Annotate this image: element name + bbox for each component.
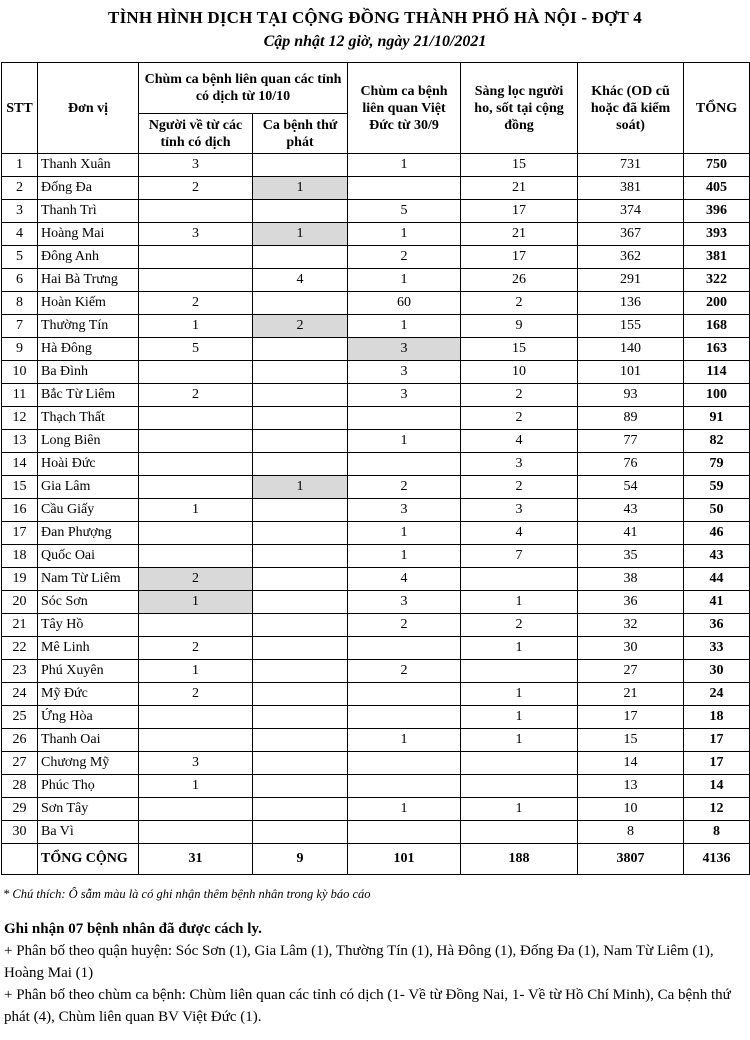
stt-cell: 18 [2,545,38,568]
district-name: Nam Từ Liêm [38,568,139,591]
screening-cell: 15 [461,338,578,361]
header-don-vi: Đơn vị [38,63,139,154]
screening-cell: 15 [461,154,578,177]
other-cell: 35 [578,545,684,568]
district-name: Thanh Xuân [38,154,139,177]
viet-duc-cell: 3 [348,499,461,522]
report-title: TÌNH HÌNH DỊCH TẠI CỘNG ĐỒNG THÀNH PHỐ HÀ NỘI - ĐỢT 4 [108,8,642,27]
table-row [2,384,750,407]
viet-duc-cell: 3 [348,338,461,361]
footer-heading: Ghi nhận 07 bệnh nhân đã được cách ly. [4,921,262,937]
stt-cell: 5 [2,246,38,269]
other-cell: 10 [578,798,684,821]
district-name: Phúc Thọ [38,775,139,798]
returnees-cell: 3 [139,223,253,246]
header-secondary: Ca bệnh thứ phát [253,114,348,154]
district-name: Mê Linh [38,637,139,660]
returnees-cell [139,706,253,729]
totals-other: 3807 [578,844,684,875]
total-cell: 381 [684,246,750,269]
secondary-cell [253,706,348,729]
viet-duc-cell: 1 [348,798,461,821]
secondary-cell [253,775,348,798]
returnees-cell [139,522,253,545]
returnees-cell: 2 [139,637,253,660]
table-row [2,269,750,292]
stt-cell: 20 [2,591,38,614]
totals-secondary: 9 [253,844,348,875]
total-cell: 24 [684,683,750,706]
returnees-cell: 1 [139,775,253,798]
totals-screening: 188 [461,844,578,875]
other-cell: 41 [578,522,684,545]
returnees-cell [139,614,253,637]
screening-cell [461,568,578,591]
totals-total: 4136 [684,844,750,875]
other-cell: 89 [578,407,684,430]
viet-duc-cell: 1 [348,315,461,338]
stt-cell: 29 [2,798,38,821]
screening-cell: 1 [461,729,578,752]
table-row [2,177,750,200]
district-name: Thạch Thất [38,407,139,430]
stt-cell: 19 [2,568,38,591]
stt-cell: 13 [2,430,38,453]
viet-duc-cell: 3 [348,591,461,614]
table-row [2,821,750,844]
district-name: Đông Anh [38,246,139,269]
total-cell: 393 [684,223,750,246]
other-cell: 93 [578,384,684,407]
viet-duc-cell: 1 [348,223,461,246]
secondary-cell [253,522,348,545]
table-row [2,154,750,177]
secondary-cell [253,614,348,637]
returnees-cell [139,430,253,453]
screening-cell: 21 [461,177,578,200]
secondary-cell [253,453,348,476]
total-cell: 91 [684,407,750,430]
total-cell: 322 [684,269,750,292]
table-row [2,292,750,315]
table-row [2,637,750,660]
viet-duc-cell [348,821,461,844]
screening-cell: 1 [461,683,578,706]
secondary-cell [253,154,348,177]
district-name: Sơn Tây [38,798,139,821]
screening-cell: 2 [461,476,578,499]
screening-cell: 10 [461,361,578,384]
total-cell: 12 [684,798,750,821]
other-cell: 27 [578,660,684,683]
secondary-cell [253,292,348,315]
other-cell: 8 [578,821,684,844]
header-viet-duc: Chùm ca bệnh liên quan Việt Đức từ 30/9 [348,63,461,154]
district-name: Ba Đình [38,361,139,384]
viet-duc-cell [348,637,461,660]
secondary-cell [253,637,348,660]
district-name: Đống Đa [38,177,139,200]
other-cell: 17 [578,706,684,729]
secondary-cell [253,568,348,591]
stt-cell: 4 [2,223,38,246]
header-other: Khác (OD cũ hoặc đã kiểm soát) [578,63,684,154]
stt-cell: 6 [2,269,38,292]
total-cell: 44 [684,568,750,591]
secondary-cell: 1 [253,177,348,200]
header-group-provinces: Chùm ca bệnh liên quan các tỉnh có dịch từ 10/10 [139,63,348,114]
stt-cell: 17 [2,522,38,545]
district-name: Mỹ Đức [38,683,139,706]
returnees-cell [139,798,253,821]
district-name: Ba Vì [38,821,139,844]
viet-duc-cell: 1 [348,430,461,453]
table-row [2,430,750,453]
returnees-cell [139,407,253,430]
total-cell: 396 [684,200,750,223]
returnees-cell: 1 [139,591,253,614]
stt-cell: 24 [2,683,38,706]
screening-cell: 3 [461,453,578,476]
district-name: Đan Phượng [38,522,139,545]
report-subtitle: Cập nhật 12 giờ, ngày 21/10/2021 [263,33,487,50]
table-row [2,315,750,338]
screening-cell: 2 [461,292,578,315]
returnees-cell: 1 [139,315,253,338]
stt-cell: 14 [2,453,38,476]
secondary-cell [253,200,348,223]
secondary-cell [253,407,348,430]
secondary-cell [253,361,348,384]
viet-duc-cell [348,683,461,706]
totals-stt-cell [2,844,38,875]
cases-table [1,62,750,875]
district-name: Chương Mỹ [38,752,139,775]
district-name: Hai Bà Trưng [38,269,139,292]
returnees-cell: 2 [139,177,253,200]
totals-viet-duc: 101 [348,844,461,875]
returnees-cell [139,361,253,384]
district-name: Hoàn Kiếm [38,292,139,315]
returnees-cell: 1 [139,499,253,522]
screening-cell: 21 [461,223,578,246]
total-cell: 46 [684,522,750,545]
other-cell: 136 [578,292,684,315]
stt-cell: 28 [2,775,38,798]
screening-cell: 1 [461,798,578,821]
stt-cell: 25 [2,706,38,729]
stt-cell: 7 [2,315,38,338]
table-row [2,568,750,591]
table-row [2,798,750,821]
secondary-cell [253,729,348,752]
table-row [2,476,750,499]
screening-cell: 2 [461,614,578,637]
totals-label: TỔNG CỘNG [38,844,139,875]
stt-cell: 1 [2,154,38,177]
screening-cell: 4 [461,522,578,545]
secondary-cell [253,430,348,453]
secondary-cell [253,683,348,706]
stt-cell: 27 [2,752,38,775]
district-name: Phú Xuyên [38,660,139,683]
table-row [2,706,750,729]
other-cell: 731 [578,154,684,177]
secondary-cell: 1 [253,476,348,499]
other-cell: 38 [578,568,684,591]
viet-duc-cell [348,453,461,476]
table-row [2,752,750,775]
screening-cell [461,752,578,775]
secondary-cell [253,246,348,269]
returnees-cell [139,729,253,752]
screening-cell: 17 [461,200,578,223]
viet-duc-cell: 1 [348,154,461,177]
secondary-cell: 2 [253,315,348,338]
viet-duc-cell: 2 [348,614,461,637]
total-cell: 100 [684,384,750,407]
returnees-cell [139,545,253,568]
screening-cell [461,775,578,798]
footer-district-distribution: + Phân bố theo quận huyện: Sóc Sơn (1), Gia Lâm (1), Thường Tín (1), Hà Đông (1), Đống Đa (1), Nam Từ Liêm (1), Hoàng Mai (1) [4,943,714,981]
other-cell: 77 [578,430,684,453]
stt-cell: 15 [2,476,38,499]
total-cell: 8 [684,821,750,844]
returnees-cell: 5 [139,338,253,361]
secondary-cell: 1 [253,223,348,246]
stt-cell: 2 [2,177,38,200]
total-cell: 17 [684,752,750,775]
viet-duc-cell: 1 [348,729,461,752]
secondary-cell [253,752,348,775]
table-row [2,614,750,637]
table-row [2,522,750,545]
header-screening: Sàng lọc người ho, sốt tại cộng đồng [461,63,578,154]
stt-cell: 8 [2,292,38,315]
table-row [2,338,750,361]
other-cell: 36 [578,591,684,614]
other-cell: 291 [578,269,684,292]
secondary-cell [253,338,348,361]
viet-duc-cell: 1 [348,545,461,568]
viet-duc-cell: 1 [348,269,461,292]
total-cell: 405 [684,177,750,200]
other-cell: 381 [578,177,684,200]
other-cell: 15 [578,729,684,752]
district-name: Long Biên [38,430,139,453]
other-cell: 367 [578,223,684,246]
returnees-cell [139,453,253,476]
other-cell: 14 [578,752,684,775]
viet-duc-cell: 2 [348,476,461,499]
district-name: Thanh Oai [38,729,139,752]
district-name: Quốc Oai [38,545,139,568]
screening-cell: 2 [461,384,578,407]
secondary-cell [253,499,348,522]
viet-duc-cell [348,706,461,729]
table-row [2,683,750,706]
totals-returnees: 31 [139,844,253,875]
returnees-cell: 3 [139,752,253,775]
stt-cell: 22 [2,637,38,660]
total-cell: 14 [684,775,750,798]
viet-duc-cell [348,177,461,200]
stt-cell: 21 [2,614,38,637]
table-row [2,200,750,223]
district-name: Tây Hồ [38,614,139,637]
returnees-cell [139,476,253,499]
screening-cell: 9 [461,315,578,338]
district-name: Hoàng Mai [38,223,139,246]
returnees-cell [139,821,253,844]
header-returnees: Người về từ các tỉnh có dịch [139,114,253,154]
table-note: * Chú thích: Ô sẫm màu là có ghi nhận thêm bệnh nhân trong kỳ báo cáo [3,887,371,901]
other-cell: 155 [578,315,684,338]
other-cell: 101 [578,361,684,384]
other-cell: 13 [578,775,684,798]
returnees-cell: 2 [139,384,253,407]
footer-notes [4,918,744,1028]
total-cell: 79 [684,453,750,476]
table-row [2,407,750,430]
district-name: Gia Lâm [38,476,139,499]
screening-cell: 7 [461,545,578,568]
returnees-cell: 2 [139,292,253,315]
table-row [2,545,750,568]
screening-cell: 4 [461,430,578,453]
stt-cell: 26 [2,729,38,752]
returnees-cell: 1 [139,660,253,683]
screening-cell [461,660,578,683]
district-name: Cầu Giấy [38,499,139,522]
header-stt: STT [2,63,38,154]
table-row [2,223,750,246]
returnees-cell: 3 [139,154,253,177]
screening-cell: 3 [461,499,578,522]
secondary-cell [253,384,348,407]
screening-cell: 17 [461,246,578,269]
viet-duc-cell: 4 [348,568,461,591]
secondary-cell [253,591,348,614]
other-cell: 54 [578,476,684,499]
total-cell: 114 [684,361,750,384]
returnees-cell [139,269,253,292]
viet-duc-cell [348,407,461,430]
stt-cell: 12 [2,407,38,430]
stt-cell: 3 [2,200,38,223]
viet-duc-cell [348,752,461,775]
returnees-cell [139,200,253,223]
other-cell: 43 [578,499,684,522]
total-cell: 82 [684,430,750,453]
stt-cell: 11 [2,384,38,407]
screening-cell: 2 [461,407,578,430]
header-total: TỔNG [684,63,750,154]
table-row [2,591,750,614]
total-cell: 163 [684,338,750,361]
screening-cell: 1 [461,706,578,729]
screening-cell: 1 [461,591,578,614]
table-row [2,453,750,476]
stt-cell: 30 [2,821,38,844]
secondary-cell [253,798,348,821]
stt-cell: 10 [2,361,38,384]
viet-duc-cell [348,775,461,798]
total-cell: 43 [684,545,750,568]
viet-duc-cell: 60 [348,292,461,315]
viet-duc-cell: 5 [348,200,461,223]
footer-cluster-distribution: + Phân bố theo chùm ca bệnh: Chùm liên quan các tỉnh có dịch (1- Về từ Đồng Nai, 1- Về từ Hồ Chí Minh), Ca bệnh thứ phát (4), Chùm liên quan BV Việt Đức (1). [4,987,731,1025]
total-cell: 17 [684,729,750,752]
screening-cell: 1 [461,637,578,660]
returnees-cell: 2 [139,683,253,706]
secondary-cell [253,545,348,568]
secondary-cell [253,660,348,683]
viet-duc-cell: 3 [348,384,461,407]
screening-cell [461,821,578,844]
stt-cell: 23 [2,660,38,683]
total-cell: 30 [684,660,750,683]
stt-cell: 9 [2,338,38,361]
other-cell: 21 [578,683,684,706]
returnees-cell [139,246,253,269]
total-cell: 200 [684,292,750,315]
secondary-cell [253,821,348,844]
total-cell: 18 [684,706,750,729]
district-name: Sóc Sơn [38,591,139,614]
total-cell: 59 [684,476,750,499]
total-cell: 168 [684,315,750,338]
other-cell: 32 [578,614,684,637]
screening-cell: 26 [461,269,578,292]
table-row [2,729,750,752]
total-cell: 50 [684,499,750,522]
district-name: Bắc Từ Liêm [38,384,139,407]
district-name: Thường Tín [38,315,139,338]
total-cell: 36 [684,614,750,637]
district-name: Hoài Đức [38,453,139,476]
other-cell: 374 [578,200,684,223]
viet-duc-cell: 3 [348,361,461,384]
viet-duc-cell: 2 [348,246,461,269]
table-row [2,246,750,269]
viet-duc-cell: 1 [348,522,461,545]
table-row [2,499,750,522]
district-name: Thanh Trì [38,200,139,223]
totals-row [2,844,750,875]
table-row [2,775,750,798]
stt-cell: 16 [2,499,38,522]
district-name: Hà Đông [38,338,139,361]
other-cell: 30 [578,637,684,660]
viet-duc-cell: 2 [348,660,461,683]
total-cell: 750 [684,154,750,177]
total-cell: 41 [684,591,750,614]
table-row [2,660,750,683]
other-cell: 362 [578,246,684,269]
returnees-cell: 2 [139,568,253,591]
table-row [2,361,750,384]
other-cell: 140 [578,338,684,361]
secondary-cell: 4 [253,269,348,292]
other-cell: 76 [578,453,684,476]
total-cell: 33 [684,637,750,660]
district-name: Ứng Hòa [38,706,139,729]
